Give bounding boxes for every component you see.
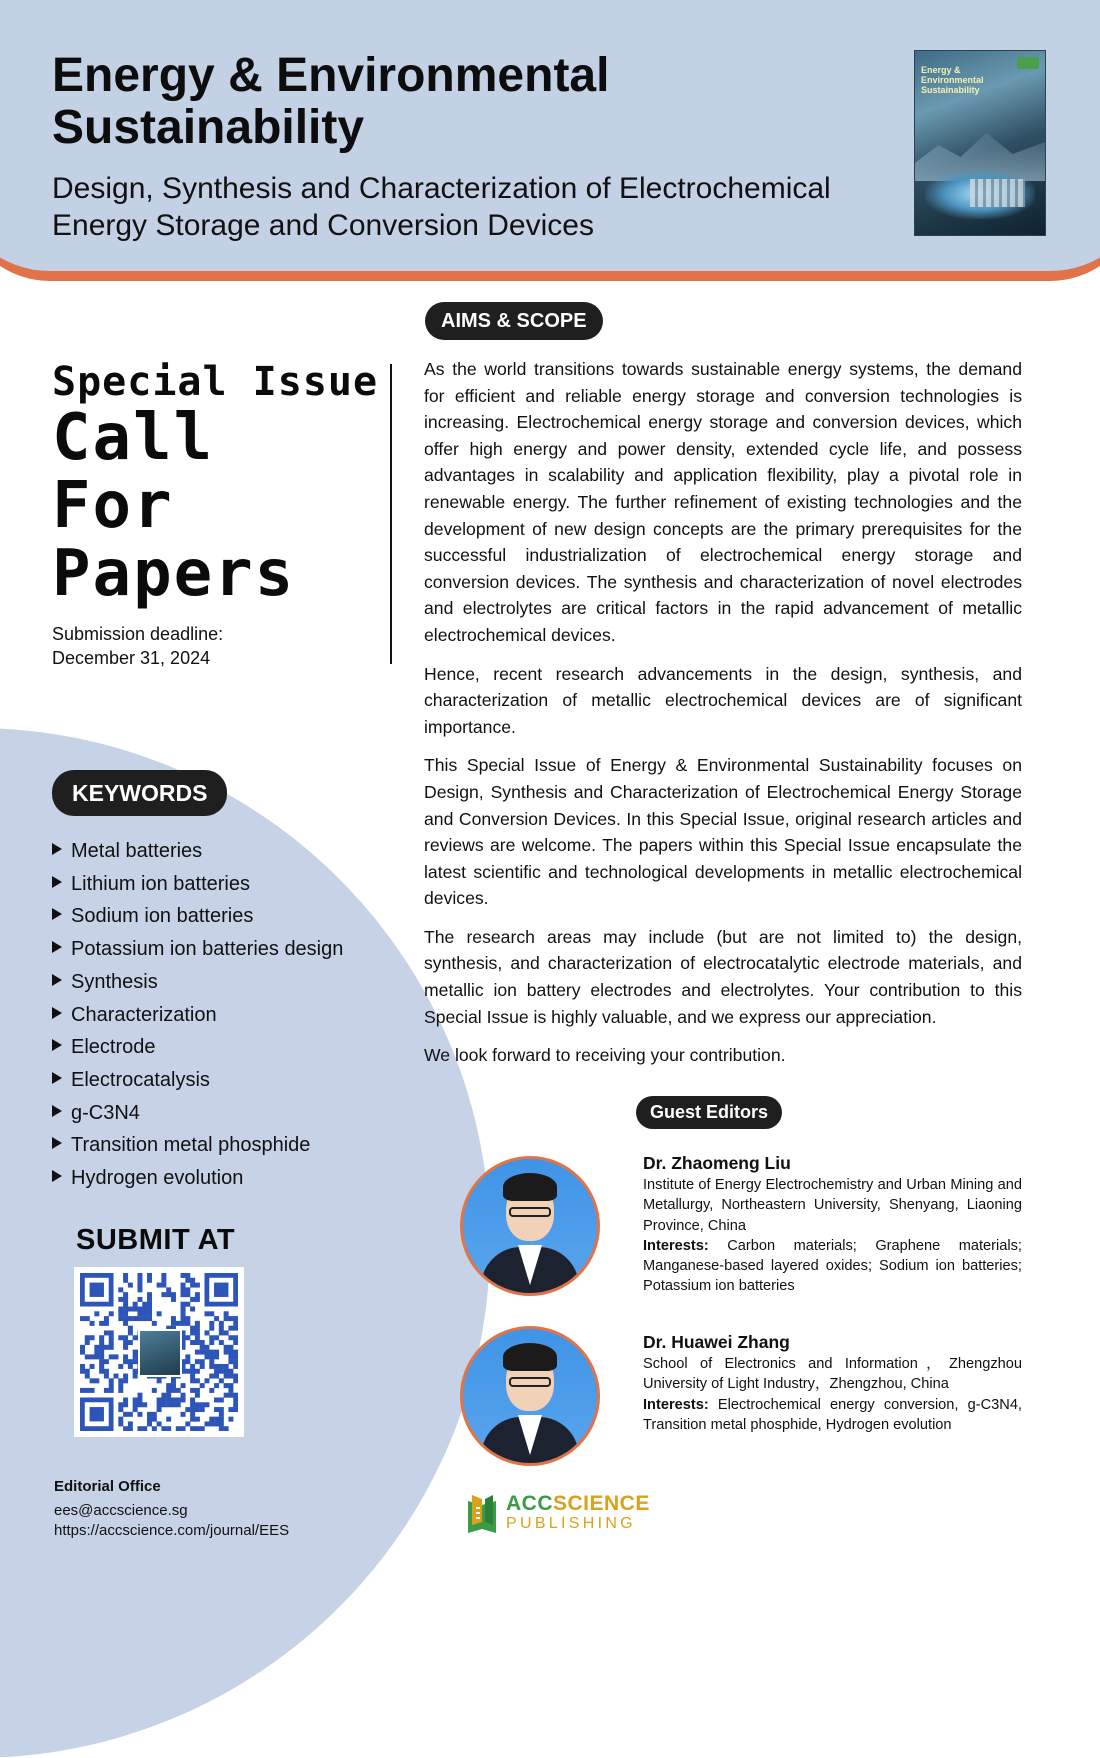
editor-portrait: [460, 1156, 600, 1296]
keywords-heading: KEYWORDS: [52, 770, 227, 816]
keyword-item: Potassium ion batteries design: [52, 933, 412, 966]
qr-center-logo: [138, 1329, 182, 1377]
bullet-triangle-icon: [52, 1039, 62, 1051]
cfp-word: Call: [52, 401, 215, 475]
cfp-word: For: [52, 469, 174, 543]
editor-name: Dr. Huawei Zhang: [643, 1332, 790, 1352]
editor-name: Dr. Zhaomeng Liu: [643, 1153, 791, 1173]
column-divider: [390, 364, 392, 664]
aims-paragraph: The research areas may include (but are not limited to) the design, synthesis, and characterization of electrocatalytic electrode materials, and metallic ion battery electrodes and electrolytes. Your contribution to this Special Issue is highly valuable, and we express our appreciation.: [424, 926, 1022, 1027]
special-issue-heading: Special Issue: [52, 359, 379, 405]
editor-affiliation: Institute of Energy Electrochemistry and Urban Mining and Metallurgy, Northeastern University, Shenyang, Liaoning Province, China: [643, 1177, 1022, 1234]
bullet-triangle-icon: [52, 1137, 62, 1149]
interests-text: Carbon materials; Graphene materials; Manganese-based layered oxides; Sodium ion batteries; Potassium ion batteries: [643, 1237, 1022, 1295]
bullet-triangle-icon: [52, 1072, 62, 1084]
cfp-word: Papers: [52, 537, 296, 611]
bullet-triangle-icon: [52, 908, 62, 920]
cover-dam: [970, 179, 1025, 207]
guest-editors-heading: Guest Editors: [636, 1096, 782, 1129]
deadline-date: December 31, 2024: [52, 648, 211, 668]
deadline-label: Submission deadline:: [52, 624, 224, 644]
bullet-triangle-icon: [52, 843, 62, 855]
submit-at-heading: SUBMIT AT: [76, 1224, 236, 1256]
interests-label: Interests:: [643, 1396, 709, 1413]
submission-deadline: [52, 622, 352, 670]
bullet-triangle-icon: [52, 974, 62, 986]
journal-title: Energy & Environmental Sustainability: [52, 49, 610, 154]
interests-text: Electrochemical energy conversion, g-C3N4, Transition metal phosphide, Hydrogen evolution: [643, 1396, 1022, 1433]
editor-affiliation: School of Electronics and Information，Zhengzhou University of Light Industry，Zhengzhou, China: [643, 1356, 1022, 1393]
office-email-link[interactable]: ees@accscience.sg: [54, 1502, 188, 1519]
editorial-office: [54, 1477, 434, 1541]
journal-cover-image: [914, 50, 1046, 236]
cover-badge: [1017, 57, 1039, 69]
portrait-hair: [503, 1343, 557, 1371]
keyword-item: Sodium ion batteries: [52, 900, 412, 933]
bullet-triangle-icon: [52, 1170, 62, 1182]
submission-qr-code[interactable]: [74, 1267, 244, 1437]
publisher-logo: [466, 1491, 666, 1539]
cover-title: Energy & Environmental Sustainability: [921, 65, 984, 95]
aims-paragraph: Hence, recent research advancements in the design, synthesis, and characterization of metallic electrochemical devices are of significant importance.: [424, 663, 1022, 737]
office-url-link[interactable]: https://accscience.com/journal/EES: [54, 1522, 290, 1539]
bullet-triangle-icon: [52, 941, 62, 953]
keyword-item: Lithium ion batteries: [52, 868, 412, 901]
keyword-item: Characterization: [52, 999, 412, 1032]
keyword-item: g-C3N4: [52, 1097, 412, 1130]
editor-card: [643, 1330, 1022, 1435]
editor-card: [643, 1151, 1022, 1297]
keyword-item: Hydrogen evolution: [52, 1162, 412, 1195]
aims-scope-body: [424, 356, 1022, 1081]
call-for-papers: [52, 359, 382, 611]
aims-scope-heading: AIMS & SCOPE: [425, 302, 603, 340]
keyword-item: Transition metal phosphide: [52, 1129, 412, 1162]
keyword-item: Synthesis: [52, 966, 412, 999]
editor-interests: [643, 1236, 1022, 1297]
bullet-triangle-icon: [52, 1007, 62, 1019]
interests-label: Interests:: [643, 1237, 709, 1254]
bullet-triangle-icon: [52, 876, 62, 888]
editor-portrait: [460, 1326, 600, 1466]
keyword-item: Electrode: [52, 1031, 412, 1064]
portrait-glasses: [509, 1207, 551, 1217]
portrait-hair: [503, 1173, 557, 1201]
keyword-item: Electrocatalysis: [52, 1064, 412, 1097]
keyword-item: Metal batteries: [52, 835, 412, 868]
publisher-subtitle: PUBLISHING: [506, 1515, 636, 1532]
aims-paragraph: We look forward to receiving your contribution.: [424, 1045, 786, 1066]
bullet-triangle-icon: [52, 1105, 62, 1117]
aims-paragraph: As the world transitions towards sustainable energy systems, the demand for efficient and reliable energy storage and conversion technologies is increasing. Electrochemical energy storage and conversion devices, which offer high energy and power density, extended cycle life, and possess advantages in scalability and application flexibility, play a pivotal role in renewable energy. The further refinement of existing technologies and the development of new design concepts are the primary prerequisites for the successful industrialization of electrochemical energy storage and conversion devices. The synthesis and characterization of novel electrodes and electrolytes are critical factors in the rapid advancement of metallic electrochemical devices.: [424, 359, 1022, 645]
keywords-list: [52, 835, 412, 1195]
issue-title: Design, Synthesis and Characterization of Electrochemical Energy Storage and Conversion Devices: [52, 172, 831, 242]
book-logo-icon: [466, 1491, 498, 1535]
editor-interests: [643, 1395, 1022, 1436]
editorial-office-title: Editorial Office: [54, 1478, 161, 1495]
aims-paragraph: This Special Issue of Energy & Environmental Sustainability focuses on Design, Synthesis and Characterization of Electrochemical Energy Storage and Conversion Devices. In this Special Issue, original research articles and reviews are welcome. The papers within this Special Issue encapsulate the latest scientific and technological developments in metallic electrochemical devices.: [424, 755, 1022, 909]
publisher-name: ACCSCIENCE: [506, 1492, 650, 1515]
portrait-glasses: [509, 1377, 551, 1387]
